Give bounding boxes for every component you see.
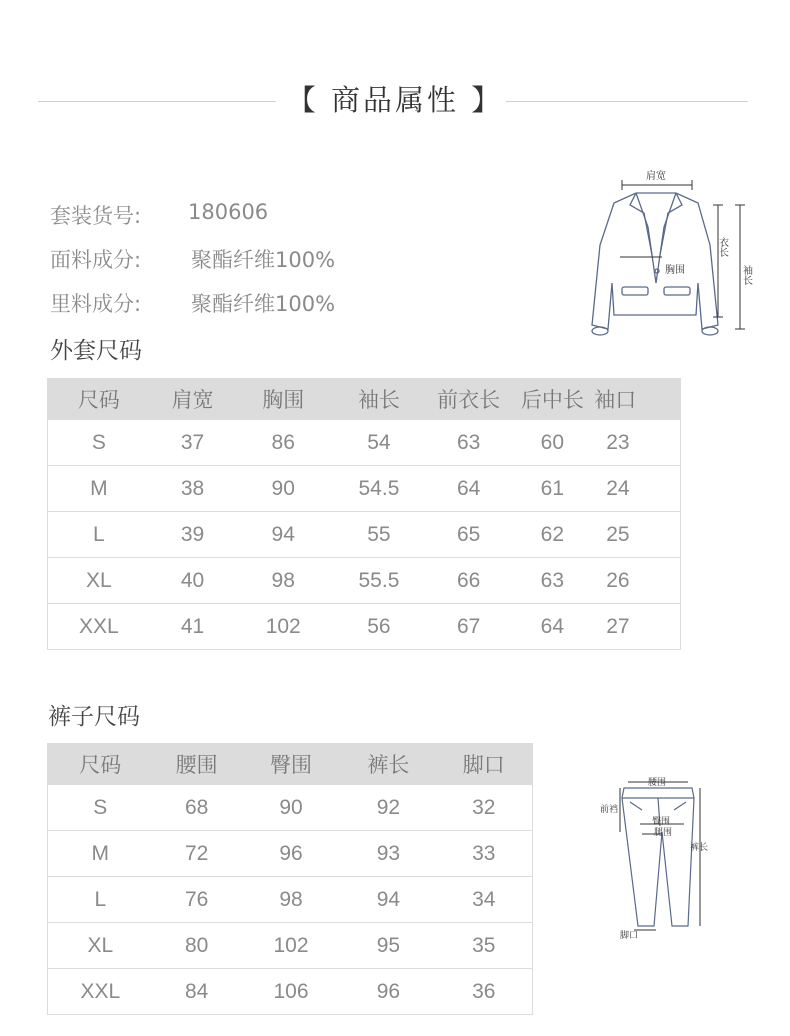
table-cell: 54 [331,420,427,466]
attribute-label: 面料成分: [50,248,142,272]
jacket-length-label: 衣长 [716,237,728,257]
attribute-lining [50,288,336,318]
table-cell: M [48,466,150,512]
table-cell: 37 [150,420,236,466]
column-header: 胸围 [235,379,331,420]
column-header: 前衣长 [427,379,511,420]
table-header-row [48,744,533,785]
table-cell: 38 [150,466,236,512]
table-cell: 60 [511,420,595,466]
table-cell: XXL [48,604,150,650]
column-header: 臀围 [241,744,341,785]
table-cell: 33 [436,831,533,877]
attribute-fabric [50,244,336,274]
table-row [48,785,533,831]
table-cell: 55.5 [331,558,427,604]
table-cell: 90 [235,466,331,512]
pants-thigh-label: 腿围 [654,828,673,838]
pants-hem-label: 脚口 [620,931,639,941]
table-cell: 72 [153,831,241,877]
table-cell: 35 [436,923,533,969]
column-header: 袖口 [594,379,680,420]
table-cell: 40 [150,558,236,604]
table-cell: 39 [150,512,236,558]
table-cell: 102 [241,923,341,969]
table-cell: XL [48,923,153,969]
table-cell: 76 [153,877,241,923]
table-cell: XL [48,558,150,604]
table-cell: 92 [341,785,435,831]
pants-rise-label: 前裆 [600,805,619,815]
column-header: 后中长 [511,379,595,420]
jacket-section-title: 外套尺码 [50,338,142,364]
table-cell: 102 [235,604,331,650]
table-cell: 68 [153,785,241,831]
table-cell: 84 [153,969,241,1015]
table-cell: 54.5 [331,466,427,512]
table-row [48,831,533,877]
table-cell: 61 [511,466,595,512]
table-cell: 64 [511,604,595,650]
table-cell: 26 [594,558,680,604]
column-header: 袖长 [331,379,427,420]
table-cell: 96 [341,969,435,1015]
table-cell: 86 [235,420,331,466]
column-header: 尺码 [48,379,150,420]
pants-diagram [598,772,728,944]
table-cell: 96 [241,831,341,877]
jacket-shoulder-label: 肩宽 [646,171,666,182]
column-header: 裤长 [341,744,435,785]
table-cell: 34 [436,877,533,923]
pants-hip-label: 臀围 [652,817,671,827]
table-row [48,420,681,466]
page-title: 【 商品属性 】 [286,83,504,117]
table-cell: 106 [241,969,341,1015]
attribute-label: 里料成分: [50,292,142,316]
column-header: 脚口 [436,744,533,785]
table-cell: 98 [241,877,341,923]
table-cell: 65 [427,512,511,558]
attribute-item-code [50,200,269,230]
table-cell: 56 [331,604,427,650]
table-row [48,512,681,558]
table-cell: 32 [436,785,533,831]
table-cell: 27 [594,604,680,650]
table-cell: XXL [48,969,153,1015]
pants-section-title: 裤子尺码 [48,704,140,730]
jacket-sleeve-label: 袖长 [740,265,752,285]
table-cell: 24 [594,466,680,512]
pants-size-table [47,743,533,1015]
table-cell: L [48,877,153,923]
table-row [48,923,533,969]
table-cell: 64 [427,466,511,512]
pants-waist-label: 腰围 [648,778,667,788]
table-cell: 41 [150,604,236,650]
table-cell: 67 [427,604,511,650]
table-cell: 63 [511,558,595,604]
jacket-chest-label: 胸围 [665,265,685,276]
table-cell: L [48,512,150,558]
table-cell: 98 [235,558,331,604]
table-cell: 80 [153,923,241,969]
column-header: 尺码 [48,744,153,785]
table-header-row [48,379,681,420]
table-row [48,877,533,923]
table-row [48,466,681,512]
attribute-value: 聚酯纤维100% [191,292,336,316]
column-header: 肩宽 [150,379,236,420]
pants-length-label: 裤长 [690,843,709,853]
table-cell: 23 [594,420,680,466]
table-row [48,604,681,650]
table-cell: 25 [594,512,680,558]
table-cell: 36 [436,969,533,1015]
table-cell: S [48,785,153,831]
table-cell: 66 [427,558,511,604]
table-cell: 55 [331,512,427,558]
attribute-label: 套装货号: [50,204,142,228]
attribute-value: 聚酯纤维100% [191,248,336,272]
table-cell: 63 [427,420,511,466]
table-cell: 94 [341,877,435,923]
table-cell: 95 [341,923,435,969]
table-cell: 93 [341,831,435,877]
table-cell: 62 [511,512,595,558]
table-cell: M [48,831,153,877]
table-row [48,969,533,1015]
table-cell: 94 [235,512,331,558]
table-row [48,558,681,604]
attribute-value: 180606 [188,200,269,224]
jacket-size-table [47,378,681,650]
table-cell: 90 [241,785,341,831]
table-cell: S [48,420,150,466]
column-header: 腰围 [153,744,241,785]
jacket-diagram [570,165,770,345]
